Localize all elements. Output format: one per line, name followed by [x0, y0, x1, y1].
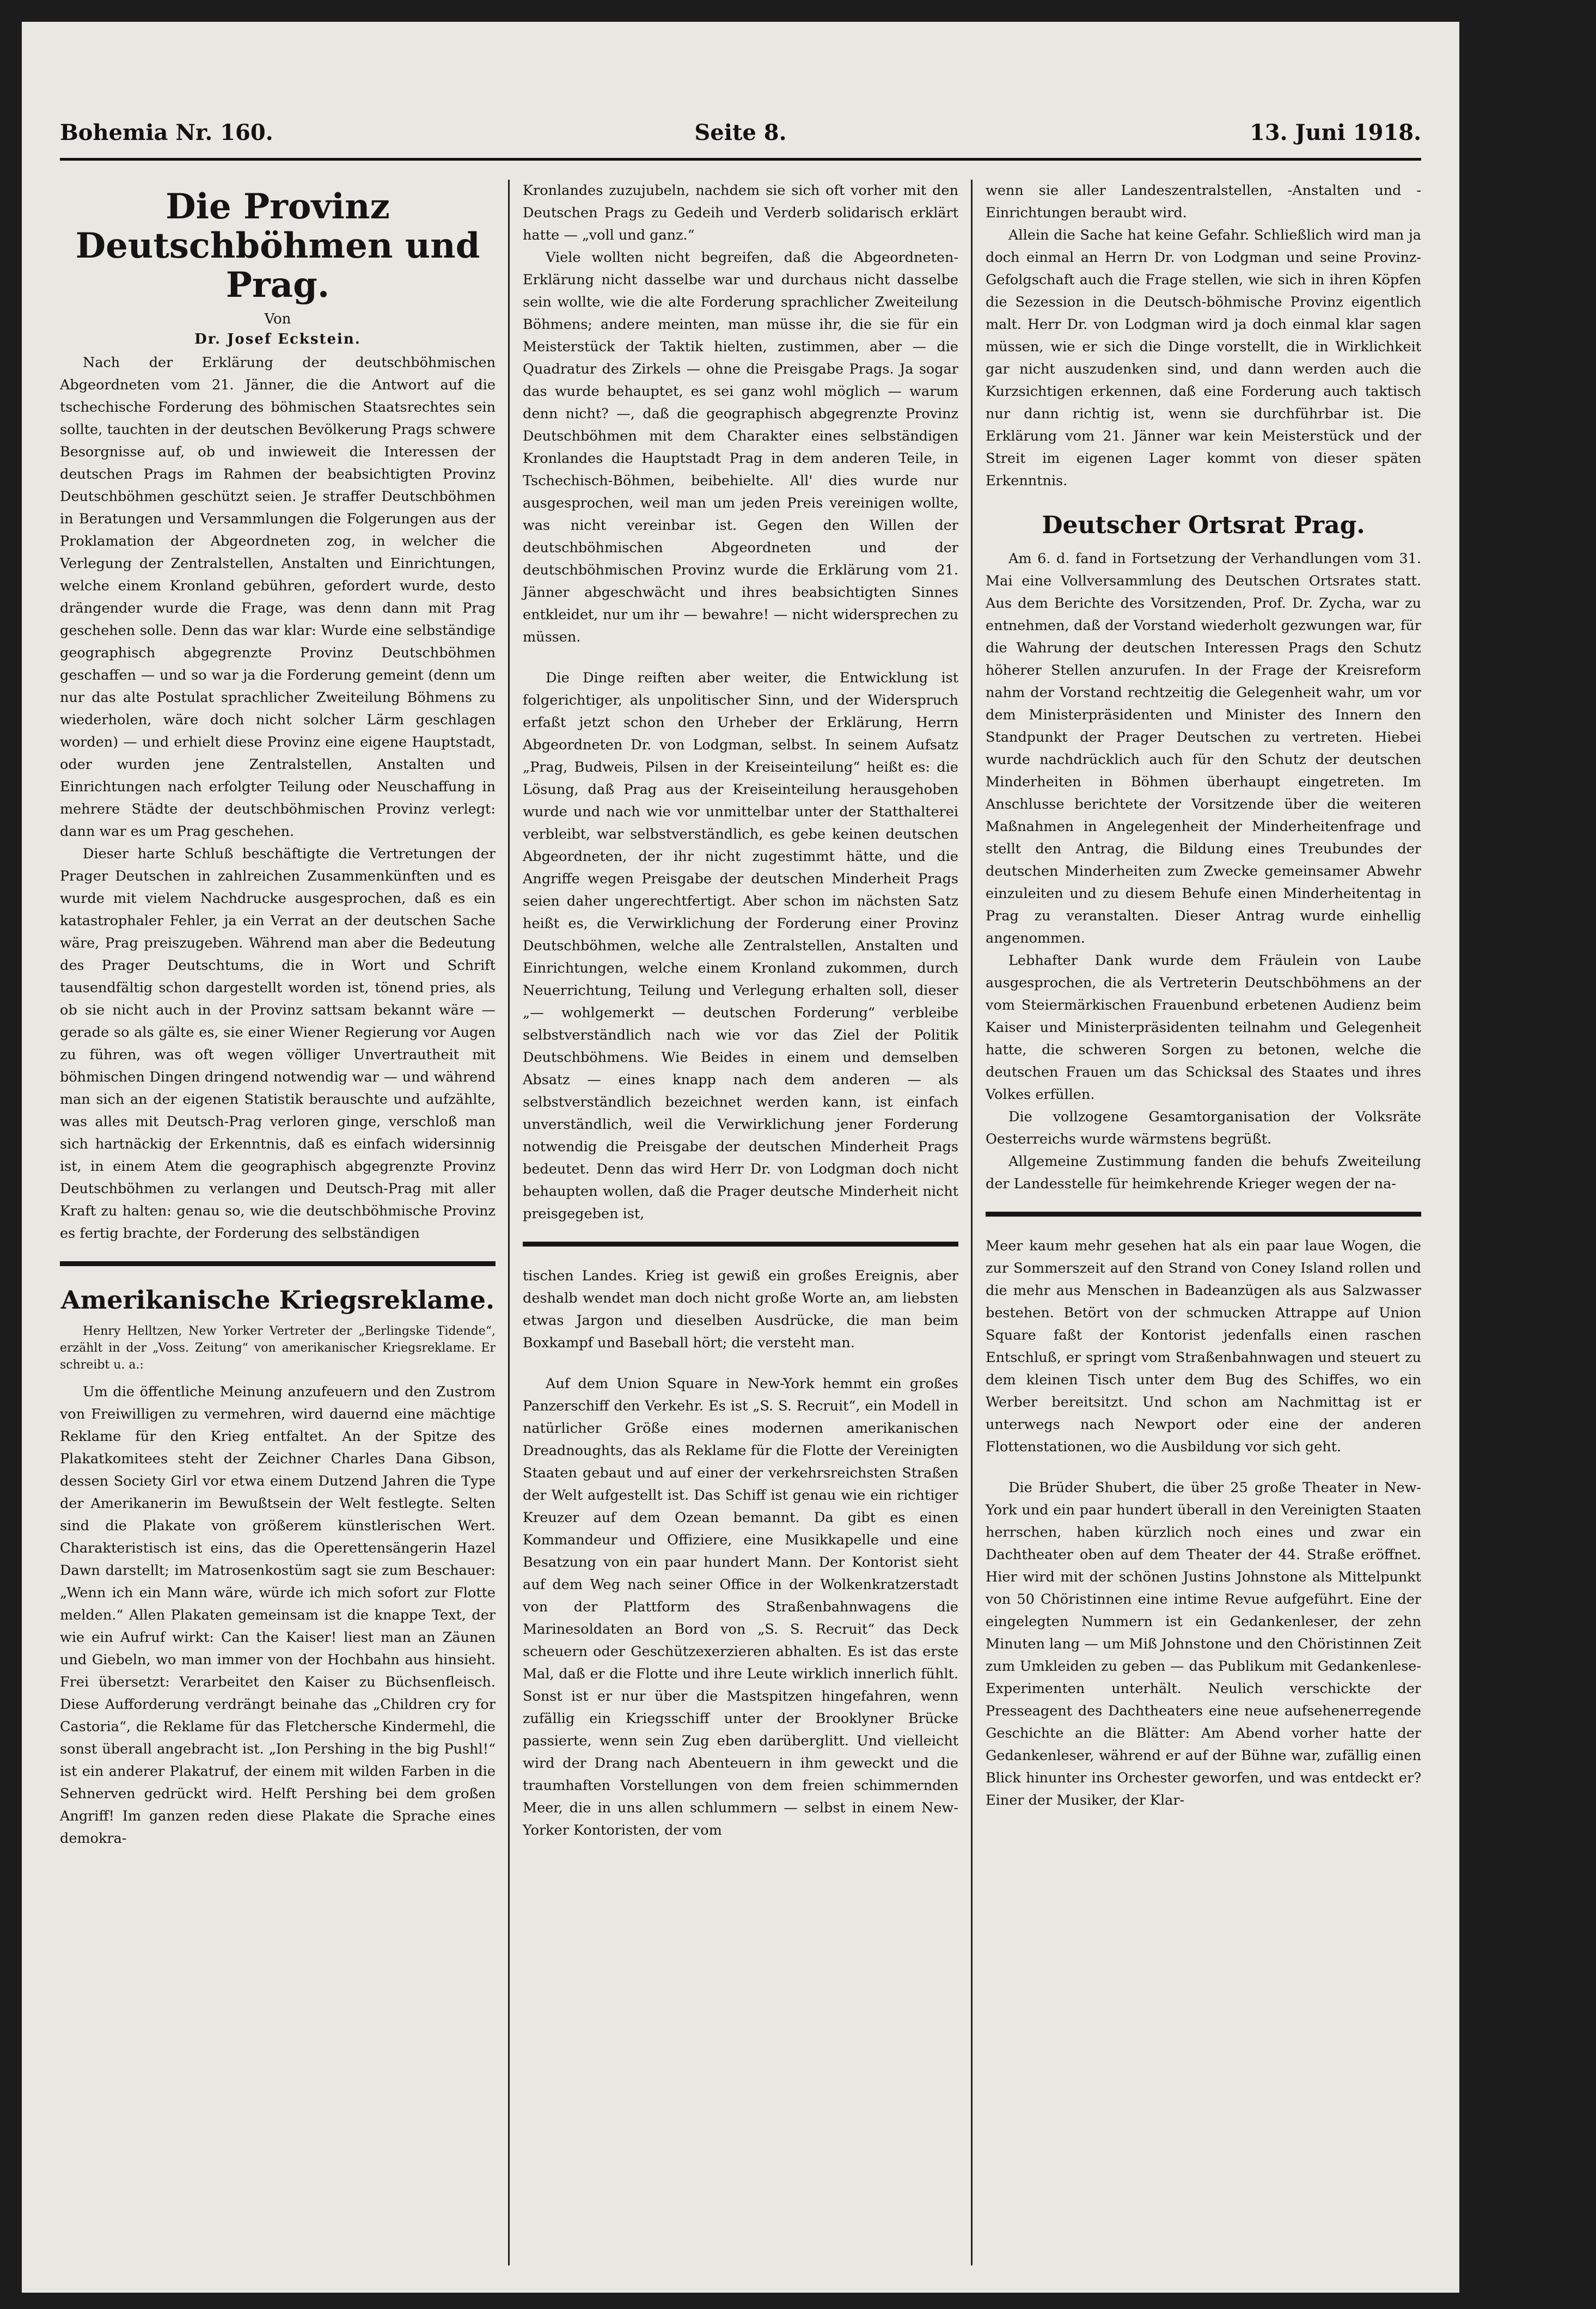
- header-date: 13. Juni 1918.: [1250, 120, 1421, 145]
- article-paragraph: Nach der Erklärung der deutschböhmischen Abgeordneten vom 21. Jänner, die die Antwort auf die tschechische Forderung des böhmischen Staatsrechtes sein sollte, tauchten in der deutschen Bevölkerung Prags schwere Besorgnisse auf, ob und inwieweit die Interessen der deutschen Prags im Rahmen der beabsichtigten Provinz Deutschböhmen geschützt seien. Je straffer Deutschböhmen in Beratungen und Versammlungen die Folgerungen aus der Proklamation der Abgeordneten zog, in welcher die Verlegung der Zentralstellen, Anstalten und Einrichtungen, welche einem Kronland gebühren, gefordert wurde, desto drängender wurde die Frage, was denn dann mit Prag geschehen solle. Denn das war klar: Wurde eine selbständige geographisch abgegrenzte Provinz Deutschböhmen geschaffen — und so war ja die Forderung gemeint (denn um nur das alte Postulat sprachlicher Zweiteilung Böhmens zu wiederholen, wäre doch nicht solcher Lärm geschlagen worden) — und erhielt diese Provinz eine eigene Hauptstadt, oder wurden jene Zentralstellen, Anstalten und Einrichtungen nach erfolgter Teilung oder Neuschaffung in mehrere Städte der deutschböhmischen Provinz verlegt: dann war es um Prag geschehen.: [60, 355, 496, 840]
- article-paragraph: wenn sie aller Landeszentralstellen, -Anstalten und -Einrichtungen beraubt wird.: [986, 182, 1421, 221]
- article-paragraph: Kronlandes zuzujubeln, nachdem sie sich oft vorher mit den Deutschen Prags zu Gedeih und Verderb solidarisch erklärt hatte — „voll und ganz.“: [523, 182, 958, 243]
- article-title-provinz: Die Provinz Deutschböhmen und Prag.: [75, 186, 480, 306]
- column-divider-1: [508, 180, 510, 2265]
- article-paragraph: Allein die Sache hat keine Gefahr. Schließlich wird man ja doch einmal an Herrn Dr. von Lodgman und seine Provinz-Gefolgschaft auch die Frage stellen, wie sich in ihren Köpfen die Sezession in die Deutsch-böhmische Provinz eigentlich malt. Herr Dr. von Lodgman wird ja doch einmal klar sagen müssen, wie er sich die Dinge vorstellt, die in Wirklichkeit gar nicht auszudenken sind, und dann werden auch die Kurzsichtigen erkennen, daß eine Forderung auch taktisch nur dann richtig ist, wenn sie durchführbar ist. Die Erklärung vom 21. Jänner war kein Meisterstück und der Streit im eigenen Lager kommt von dieser späten Erkenntnis.: [986, 227, 1421, 489]
- article-paragraph: Auf dem Union Square in New-York hemmt ein großes Panzerschiff den Verkehr. Es ist „S. S. Recruit“, ein Modell in natürlicher Größe eines modernen amerikanischen Dreadnoughts, das als Reklame für die Flotte der Vereinigten Staaten gebaut und auf einer der verkehrsreichsten Straßen der Welt aufgestellt ist. Das Schiff ist genau wie ein richtiger Kreuzer auf dem Ozean bemannt. Da gibt es einen Kommandeur und Offiziere, eine Musikkapelle und eine Besatzung von ein paar hundert Mann. Der Kontorist sieht auf dem Weg nach seiner Office in der Wolkenkratzerstadt von der Plattform des Straßenbahnwagens die Marinesoldaten an Bord von „S. S. Recruit“ das Deck scheuern oder Geschützexerzieren abhalten. Es ist das erste Mal, daß er die Flotte und ihre Leute wirklich innerlich fühlt. Sonst ist er nur über die Mastspitzen hingefahren, wenn zufällig ein Kriegsschiff unter der Brooklyner Brücke passierte, wenn sein Zug eben darüberglitt. Und vielleicht wird der Drang nach Abenteuern in ihm geweckt und die traumhaften Vorstellungen von dem freien schimmernden Meer, die in uns allen schlummern — selbst in einem New-Yorker Kontoristen, der vom: [523, 1376, 958, 1838]
- article-paragraph: Viele wollten nicht begreifen, daß die Abgeordneten-Erklärung nicht dasselbe war und durchaus nicht dasselbe sein wollte, wie die alte Forderung sprachlicher Zweiteilung Böhmens; andere meinten, man müsse ihr, die sie für ein Meisterstück der Taktik hielten, zustimmen, aber — die Quadratur des Zirkels — ohne die Preisgabe Prags. Ja sogar das wurde behauptet, es sei ganz wohl möglich — warum denn nicht? —, daß die geographisch abgegrenzte Provinz Deutschböhmen mit dem Charakter eines selbständigen Kronlandes die Hauptstadt Prag in dem anderen Teile, in Tschechisch-Böhmen, beibehielte. All' dies wurde nur ausgesprochen, weil man um jeden Preis vereinigen wollte, was nicht vereinbar ist. Gegen den Willen der deutschböhmischen Abgeordneten und der deutschböhmischen Provinz wurde die Erklärung vom 21. Jänner abgeschwächt und ihres beabsichtigten Sinnes entkleidet, nur um ihr — bewahre! — nicht widersprechen zu müssen.: [523, 249, 958, 645]
- header-rule: [60, 158, 1421, 161]
- article-title-ortsrat: Deutscher Ortsrat Prag.: [1042, 511, 1365, 539]
- section-rule: [523, 1242, 958, 1247]
- byline-author: Dr. Josef Eckstein.: [194, 331, 361, 347]
- article-title-kriegsreklame: Amerikanische Kriegsreklame.: [60, 1285, 495, 1315]
- article-paragraph: Die vollzogene Gesamtorganisation der Volksräte Oesterreichs wurde wärmstens begrüßt.: [986, 1109, 1421, 1147]
- article-paragraph: Die Dinge reiften aber weiter, die Entwicklung ist folgerichtiger, als unpolitischer Sinn, und der Widerspruch erfaßt jetzt schon den Urheber der Erklärung, Herrn Abgeordneten Dr. von Lodgman, selbst. In seinem Aufsatz „Prag, Budweis, Pilsen in der Kreiseinteilung“ heißt es: die Lösung, daß Prag aus der Kreiseinteilung herausgehoben wurde und nach wie vor unmittelbar unter der Statthalterei verbleibt, war selbstverständlich, es gebe keinen deutschen Abgeordneten, der ihr nicht zugestimmt hätte, und die Angriffe wegen Preisgabe der deutschen Minderheit Prags seien daher ungerechtfertigt. Aber schon im nächsten Satz heißt es, die Verwirklichung der Forderung einer Provinz Deutschböhmen, welche alle Zentralstellen, Anstalten und Einrichtungen, welche einem Kronland zukommen, durch Neuerrichtung, Teilung und Verlegung erhalten soll, dieser „— wohlgemerkt — deutschen Forderung“ verbleibe selbstverständlich nach wie vor das Ziel der Politik Deutschböhmens. Wie Beides in einem und demselben Absatz — eines knapp nach dem anderen — als selbstverständlich bezeichnet werden kann, ist einfach unverständlich, weil die Verwirklichung jener Forderung notwendig die Preisgabe der deutschen Minderheit Prags bedeutet. Denn das wird Herr Dr. von Lodgman doch nicht behaupten wollen, daß die Prager deutsche Minderheit nicht preisgegeben ist,: [523, 670, 958, 1222]
- article-paragraph: Um die öffentliche Meinung anzufeuern und den Zustrom von Freiwilligen zu vermehren, wird dauernd eine mächtige Reklame für den Krieg entfaltet. An der Spitze des Plakatkomitees steht der Zeichner Charles Dana Gibson, dessen Society Girl vor etwa einem Dutzend Jahren die Type der Amerikanerin im Bewußtsein der Welt festlegte. Selten sind die Plakate von größerem künstlerischen Wert. Charakteristisch ist eins, das die Operettensängerin Hazel Dawn darstellt; im Matrosenkostüm sagt sie zum Beschauer: „Wenn ich ein Mann wäre, würde ich mich sofort zur Flotte melden.“ Allen Plakaten gemeinsam ist die knappe Text, der wie ein Aufruf wirkt: Can the Kaiser! liest man an Zäunen und Giebeln, wo man immer von der Hochbahn aus hinsieht. Frei übersetzt: Verarbeitet den Kaiser zu Büchsenfleisch. Diese Aufforderung verdrängt beinahe das „Children cry for Castoria“, die Reklame für das Fletchersche Kindermehl, die sonst überall angebracht ist. „Ion Pershing in the big Pushl!“ ist ein anderer Plakatruf, der einem mit wilden Farben in die Sehnerven gedrückt wird. Helft Pershing bei dem großen Angriff! Im ganzen reden diese Plakate die Sprache eines demokra-: [60, 1384, 496, 1847]
- column-3: [986, 180, 1421, 1812]
- article-paragraph: Allgemeine Zustimmung fanden die behufs Zweiteilung der Landesstelle für heimkehrende Krieger wegen der na-: [986, 1153, 1421, 1192]
- article-paragraph: tischen Landes. Krieg ist gewiß ein großes Ereignis, aber deshalb wendet man doch nicht große Worte an, am liebsten etwas Jargon und dieselben Ausdrücke, die man beim Boxkampf und Baseball hört; die versteht man.: [523, 1268, 958, 1351]
- header-page-number: Seite 8.: [694, 120, 787, 145]
- page-header: [60, 114, 1421, 158]
- column-2: [523, 180, 958, 1842]
- article-paragraph: Die Brüder Shubert, die über 25 große Theater in New-York und ein paar hundert überall in den Vereinigten Staaten herrschen, haben kürzlich noch eines und zwar ein Dachtheater oben auf dem Theater der 44. Straße eröffnet. Hier wird mit der schönen Justins Johnstone als Mittelpunkt von 50 Chöristinnen eine intime Revue aufgeführt. Eine der eingelegten Nummern ist ein Gedankenleser, der zehn Minuten lang — um Miß Johnstone und den Chöristinnen Zeit zum Umkleiden zu geben — das Publikum mit Gedankenlese-Experimenten unterhält. Neulich verschickte der Presseagent des Dachtheaters eine neue aufsehenerregende Geschichte an die Blätter: Am Abend vorher hatte der Gedankenleser, während er auf der Bühne war, zufällig einen Blick hinunter ins Orchester geworfen, und was entdeckt er? Einer der Musiker, der Klar-: [986, 1480, 1421, 1809]
- byline-prefix: Von: [264, 311, 291, 327]
- article-paragraph: Lebhafter Dank wurde dem Fräulein von Laube ausgesprochen, die als Vertreterin Deutschböhmens an der vom Steiermärkischen Frauenbund erbetenen Audienz beim Kaiser und Ministerpräsidenten teilnahm und Gelegenheit hatte, die schweren Sorgen zu betonen, welche die deutschen Frauen um das Schicksal des Staates und ihres Volkes erfüllen.: [986, 952, 1421, 1103]
- section-rule: [60, 1261, 496, 1266]
- article-paragraph: Am 6. d. fand in Fortsetzung der Verhandlungen vom 31. Mai eine Vollversammlung des Deutschen Ortsrates statt. Aus dem Berichte des Vorsitzenden, Prof. Dr. Zycha, war zu entnehmen, daß der Vorstand wiederholt gezwungen war, für die Wahrung der deutschen Interessen Prags den Schutz höherer Stellen anzurufen. In der Frage der Kreisreform nahm der Vorstand rechtzeitig die Gelegenheit wahr, um vor dem Ministerpräsidenten und Minister des Innern den Standpunkt der Prager Deutschen zu vertreten. Hiebei wurde nachdrücklich auch für den Schutz der deutschen Minderheiten in Böhmen überhaupt eingetreten. Im Anschlusse berichtete der Vorsitzende über die weiteren Maßnahmen in Angelegenheit der Minderheitenfrage und stellt den Antrag, die Bildung eines Treubundes der deutschen Minderheiten zum Zwecke gemeinsamer Abwehr einzuleiten und zu diesem Behufe einen Minderheitentag in Prag zu veranstalten. Dieser Antrag wurde einhellig angenommen.: [986, 551, 1421, 946]
- header-issue: Bohemia Nr. 160.: [60, 120, 273, 145]
- article-paragraph: Dieser harte Schluß beschäftigte die Vertretungen der Prager Deutschen in zahlreichen Zusammenkünften und es wurde mit vielem Nachdrucke ausgesprochen, daß es ein katastrophaler Fehler, ja ein Verrat an der deutschen Sache wäre, Prag preiszugeben. Während man aber die Bedeutung des Prager Deutschtums, die in Wort und Schrift tausendfältig schon dargestellt worden ist, tönend pries, als ob sie nicht auch in der Provinz sattsam bekannt wäre — gerade so als gälte es, sie einer Wiener Regierung vor Augen zu führen, was oft wegen völliger Unvertrautheit mit böhmischen Dingen dringend notwendig war — und während man sich an der eigenen Statistik berauschte und aufzählte, was alles mit Deutsch-Prag verloren ginge, verschloß man sich hartnäckig der Erkenntnis, daß es einfach widersinnig ist, in einem Atem die geographisch abgegrenzte Provinz Deutschböhmen zu verlangen und Deutsch-Prag mit aller Kraft zu halten: genau so, wie die deutschböhmische Provinz es fertig brachte, der Forderung des selbständigen: [60, 846, 496, 1242]
- column-divider-2: [971, 180, 973, 2265]
- column-1: [60, 180, 496, 1850]
- article-intro: Henry Helltzen, New Yorker Vertreter der „Berlingske Tidende“, erzählt in der „Voss. Zeitung“ von amerikanischer Kriegsreklame. Er schreibt u. a.:: [60, 1324, 496, 1372]
- article-paragraph: Meer kaum mehr gesehen hat als ein paar laue Wogen, die zur Sommerszeit auf den Strand von Coney Island rollen und die mehr aus Menschen in Badeanzügen als aus Salzwasser bestehen. Betört von der schmucken Attrappe auf Union Square faßt der Kontorist jedenfalls einen raschen Entschluß, er springt vom Straßenbahnwagen und steuert zu dem kleinen Tisch unter dem Bug des Schiffes, wo ein Werber bereitsitzt. Und schon am Nachmittag ist er unterwegs nach Newport oder eine der anderen Flottenstationen, wo die Ausbildung vor sich geht.: [986, 1238, 1421, 1455]
- section-rule: [986, 1212, 1421, 1217]
- newspaper-page: [22, 22, 1459, 2293]
